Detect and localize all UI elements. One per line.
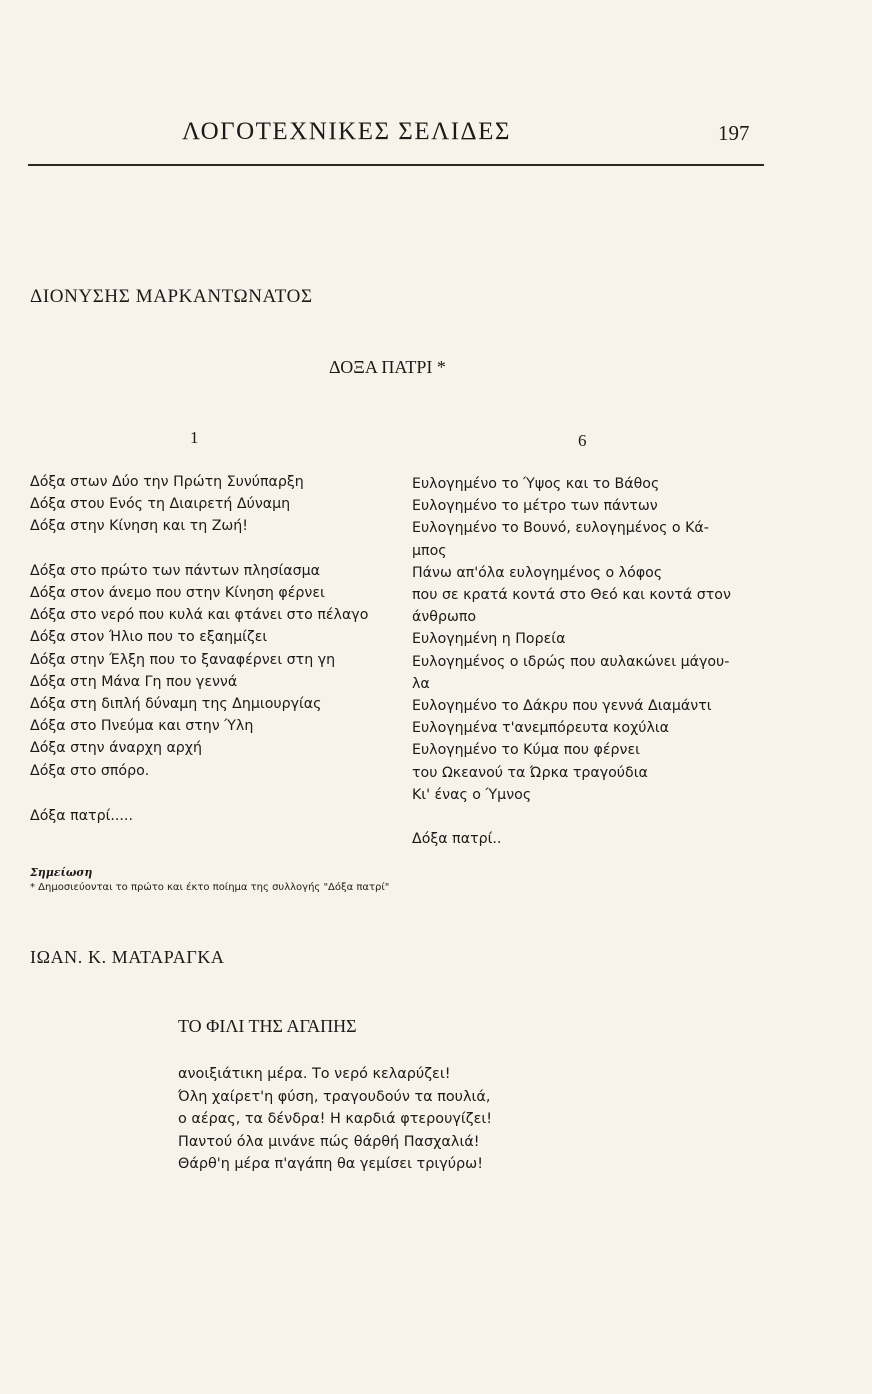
poem-line: Δόξα στο νερό που κυλά και φτάνει στο πέλαγο (30, 607, 369, 624)
poem-2-body (178, 1063, 492, 1176)
poem-line: Ευλογημένη η Πορεία (412, 631, 566, 648)
poem-closing-left: Δόξα πατρί..... (30, 808, 133, 824)
poem-line: Δόξα στο σπόρο. (30, 762, 150, 779)
section-number-left: 1 (190, 428, 199, 447)
footnote-label: Σημείωση (30, 866, 93, 879)
poem-line: Ευλογημένο το Κύμα που φέρνει (412, 742, 640, 759)
poem-line: Δόξα στο πρώτο των πάντων πλησίασμα (30, 562, 321, 579)
poem-line: ο αέρας, τα δένδρα! Η καρδιά φτερουγίζει! (178, 1111, 493, 1128)
poem-line: Κι' ένας ο Ύμνος (412, 786, 532, 803)
poem-left-column (30, 471, 368, 782)
poem-line: Δόξα στων Δύο την Πρώτη Συνύπαρξη (30, 474, 304, 490)
poem-line: Όλη χαίρετ'η φύση, τραγουδούν τα πουλιά, (178, 1088, 491, 1105)
poem-line: Δόξα στην Κίνηση και τη Ζωή! (30, 518, 248, 535)
section-number-right: 6 (578, 431, 587, 450)
stanza-break (30, 538, 368, 560)
poem-line: Παντού όλα μινάνε πώς θάρθή Πασχαλιά! (178, 1133, 480, 1150)
poem-line: Δόξα στη Μάνα Γη που γεννά (30, 673, 238, 690)
poem-line: Ευλογημένο το Δάκρυ που γεννά Διαμάντι (412, 698, 712, 715)
poem-line: Ευλογημένα τ'ανεμπόρευτα κοχύλια (412, 720, 670, 737)
page-number: 197 (718, 121, 750, 145)
poem-line: Δόξα στη διπλή δύναμη της Δημιουργίας (30, 696, 322, 713)
poem-line: Ευλογημένο το Βουνό, ευλογημένος ο Κά- (412, 520, 709, 537)
poem-line: Δόξα στην Έλξη που το ξαναφέρνει στη γη (30, 651, 336, 668)
poem-line: Πάνω απ'όλα ευλογημένος ο λόφος (412, 564, 663, 581)
poem-line: Ευλογημένο το Ύψος και το Βάθος (412, 476, 660, 492)
poem-title: ΔΟΞΑ ΠΑΤΡΙ * (329, 357, 446, 377)
poem-right-column (412, 473, 731, 806)
author-name: ΔΙΟΝΥΣΗΣ ΜΑΡΚΑΝΤΩΝΑΤΟΣ (30, 286, 313, 307)
poem-line: Ευλογημένος ο ιδρώς που αυλακώνει μάγου- (412, 653, 730, 670)
poem-line: του Ωκεανού τα Ώρκα τραγούδια (412, 764, 648, 781)
poem-closing-right: Δόξα πατρί.. (412, 831, 502, 847)
poem-line: άνθρωπο (412, 609, 477, 626)
poem-line: λα (412, 675, 430, 692)
poem-title-2: ΤΟ ΦΙΛΙ ΤΗΣ ΑΓΑΠΗΣ (178, 1016, 357, 1036)
poem-line: μπος (412, 542, 447, 559)
poem-line: Ευλογημένο το μέτρο των πάντων (412, 498, 658, 515)
poem-line: Δόξα στον άνεμο που στην Κίνηση φέρνει (30, 585, 325, 601)
poem-line: που σε κρατά κοντά στο Θεό και κοντά στον (412, 587, 731, 604)
poem-line: Θάρθ'η μέρα π'αγάπη θα γεμίσει τριγύρω! (178, 1156, 483, 1173)
poem-line: Δόξα στην άναρχη αρχή (30, 740, 202, 757)
poem-line: Δόξα στο Πνεύμα και στην Ύλη (30, 718, 254, 735)
poem-line: Δόξα στου Ενός τη Διαιρετή Δύναμη (30, 496, 291, 513)
footnote-text: * Δημοσιεύονται το πρώτο και έκτο ποίημα της συλλογής "Δόξα πατρί" (30, 882, 390, 893)
poem-line: ανοιξιάτικη μέρα. Το νερό κελαρύζει! (178, 1066, 451, 1082)
poem-line: Δόξα στον Ήλιο που το εξαημίζει (30, 629, 268, 646)
running-header-title: ΛΟΓΟΤΕΧΝΙΚΕΣ ΣΕΛΙΔΕΣ (182, 118, 511, 145)
author-name-2: ΙΩΑΝ. Κ. ΜΑΤΑΡΑΓΚΑ (30, 947, 225, 967)
header-rule (28, 164, 764, 166)
